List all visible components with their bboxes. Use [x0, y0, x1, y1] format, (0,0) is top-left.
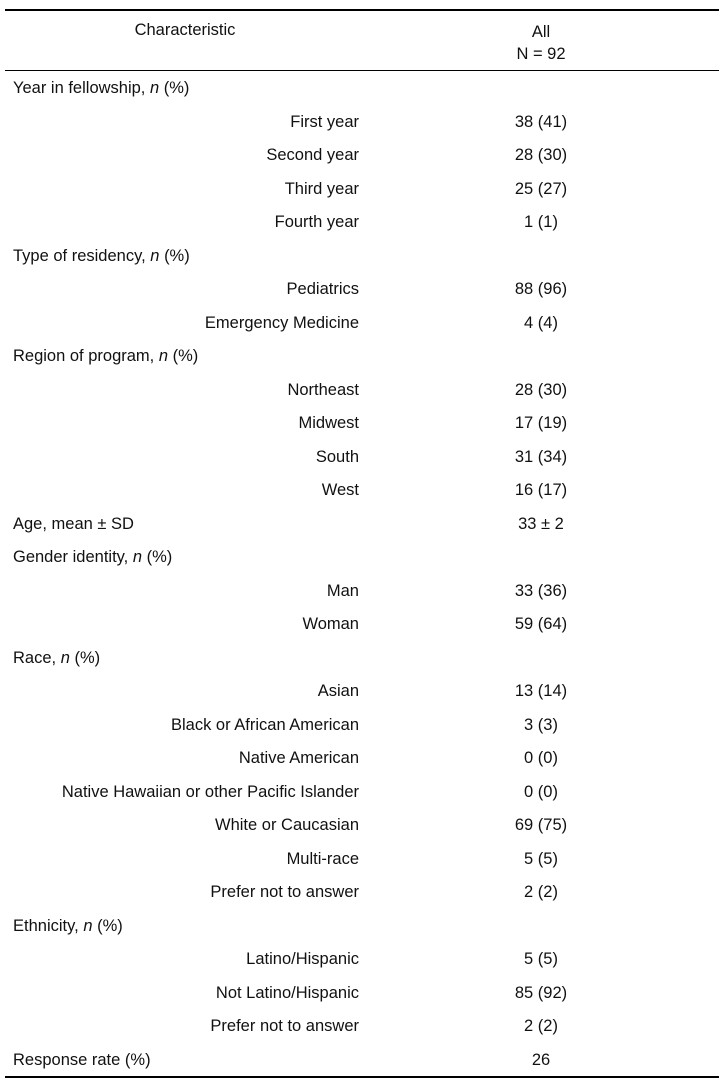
header-characteristic: Characteristic	[134, 21, 236, 39]
row-value: 25 (27)	[514, 179, 568, 198]
table-row	[5, 205, 719, 239]
table-body	[5, 71, 719, 1076]
table-row	[5, 674, 719, 708]
row-label-text: Man	[326, 581, 359, 600]
table-row	[5, 138, 719, 172]
row-label-text: Emergency Medicine	[204, 313, 359, 332]
table-section-row	[5, 540, 719, 574]
row-label-text: Third year	[284, 179, 359, 198]
row-value: 0 (0)	[524, 749, 558, 767]
table-header	[5, 11, 719, 71]
table-row	[5, 808, 719, 842]
table-row	[5, 406, 719, 440]
table-row	[5, 473, 719, 507]
row-label-text: White or Caucasian	[215, 816, 359, 834]
row-label	[316, 448, 359, 467]
table-row	[5, 708, 719, 742]
row-label	[287, 280, 359, 299]
row-label-text: Northeast	[287, 380, 359, 399]
table-row	[5, 976, 719, 1010]
row-label-text: South	[315, 447, 359, 466]
table-section-row	[5, 339, 719, 373]
table-section-row	[5, 1043, 719, 1077]
row-value: 26	[531, 1050, 551, 1069]
row-label-suffix: (%)	[74, 648, 101, 667]
table-row	[5, 440, 719, 474]
row-label	[13, 515, 134, 534]
table-section-row	[5, 909, 719, 943]
header-n-count: N = 92	[516, 45, 566, 63]
row-label-text: Prefer not to answer	[210, 1017, 359, 1035]
table-row	[5, 105, 719, 139]
table-section-row	[5, 239, 719, 273]
row-value: 0 (0)	[524, 782, 558, 801]
row-label-text: Midwest	[298, 414, 359, 432]
row-label	[322, 481, 359, 500]
row-label-text: Gender identity,	[13, 548, 129, 566]
row-value: 2 (2)	[524, 1017, 558, 1035]
row-label-text: Not Latino/Hispanic	[215, 983, 359, 1002]
row-label-text: Race,	[13, 648, 57, 667]
row-label-suffix: (%)	[97, 916, 123, 935]
row-label: Race, n (%)	[13, 648, 101, 667]
row-value: 5 (5)	[524, 950, 558, 968]
row-label	[246, 950, 359, 969]
row-label-suffix: (%)	[172, 347, 199, 365]
row-label-text: Year in fellowship,	[13, 79, 146, 97]
row-value: 13 (14)	[514, 682, 568, 700]
row-label-text: West	[321, 481, 359, 499]
table-section-row	[5, 641, 719, 675]
row-label-suffix: (%)	[164, 246, 190, 265]
header-all-label: All	[531, 23, 551, 41]
row-label-text: First year	[290, 112, 359, 131]
row-value: 33 (36)	[514, 581, 568, 600]
characteristics-table	[5, 9, 719, 1078]
row-label-text: Prefer not to answer	[210, 883, 359, 901]
row-label: Year in fellowship, n (%)	[13, 79, 190, 97]
row-label: Ethnicity, n (%)	[13, 916, 123, 935]
row-label-text: Woman	[302, 615, 359, 633]
table-row	[5, 272, 719, 306]
row-label-text: Response rate (%)	[13, 1050, 151, 1069]
row-label	[285, 180, 359, 199]
row-label-text: Pediatrics	[286, 280, 359, 298]
row-label	[266, 146, 359, 165]
row-label	[287, 381, 359, 400]
row-label	[318, 682, 359, 701]
row-value: 28 (30)	[514, 380, 568, 399]
table-row	[5, 775, 719, 809]
table-row	[5, 607, 719, 641]
row-value: 38 (41)	[514, 112, 568, 131]
table-row	[5, 1009, 719, 1043]
row-label	[215, 816, 359, 835]
row-label	[287, 850, 359, 869]
row-value: 1 (1)	[524, 213, 558, 231]
row-label	[210, 883, 359, 902]
row-label	[62, 783, 359, 802]
row-label-text: Second year	[266, 146, 359, 164]
header-all	[475, 21, 607, 65]
row-label-text: Native Hawaiian or other Pacific Islander	[61, 782, 359, 801]
row-label-suffix: (%)	[163, 79, 190, 97]
row-value: 31 (34)	[514, 447, 568, 466]
row-label: Type of residency, n (%)	[13, 246, 190, 265]
row-label-text: Latino/Hispanic	[246, 950, 359, 968]
table-section-row	[5, 71, 719, 105]
row-label-suffix: (%)	[146, 548, 173, 566]
row-label-text: Multi-race	[286, 849, 359, 868]
row-label	[302, 615, 359, 634]
row-label-text: Age, mean ± SD	[13, 514, 134, 533]
row-label	[327, 582, 359, 601]
table-row	[5, 741, 719, 775]
row-value: 33 ± 2	[518, 514, 564, 533]
row-label	[290, 113, 359, 132]
row-label-text: Black or African American	[171, 715, 359, 734]
row-value: 5 (5)	[524, 849, 558, 868]
table-row	[5, 373, 719, 407]
row-label	[171, 716, 359, 735]
row-label-text: Type of residency,	[13, 246, 146, 265]
row-label	[275, 213, 359, 232]
table-row	[5, 306, 719, 340]
row-label	[239, 749, 359, 768]
table-row	[5, 942, 719, 976]
row-label-text: Native American	[238, 749, 359, 767]
row-value: 85 (92)	[514, 983, 568, 1002]
row-label: Region of program, n (%)	[13, 347, 199, 365]
table-row	[5, 875, 719, 909]
row-label-text: Region of program,	[13, 347, 155, 365]
row-value: 69 (75)	[514, 816, 568, 834]
row-value: 59 (64)	[514, 615, 568, 633]
table-row	[5, 842, 719, 876]
row-label	[298, 414, 359, 433]
row-label	[205, 314, 359, 333]
row-label	[216, 984, 359, 1003]
table-section-row	[5, 507, 719, 541]
row-value: 16 (17)	[514, 481, 568, 499]
row-label	[13, 1051, 151, 1070]
row-value: 4 (4)	[524, 313, 558, 332]
table-row	[5, 574, 719, 608]
row-value: 88 (96)	[514, 280, 568, 298]
row-label-text: Fourth year	[274, 213, 359, 231]
row-label: Gender identity, n (%)	[13, 548, 173, 566]
row-value: 28 (30)	[514, 146, 568, 164]
row-label	[210, 1017, 359, 1036]
row-value: 17 (19)	[514, 414, 568, 432]
row-label-text: Ethnicity,	[13, 916, 79, 935]
row-label-text: Asian	[317, 682, 359, 700]
row-value: 3 (3)	[524, 715, 558, 734]
row-value: 2 (2)	[524, 883, 558, 901]
table-row	[5, 172, 719, 206]
